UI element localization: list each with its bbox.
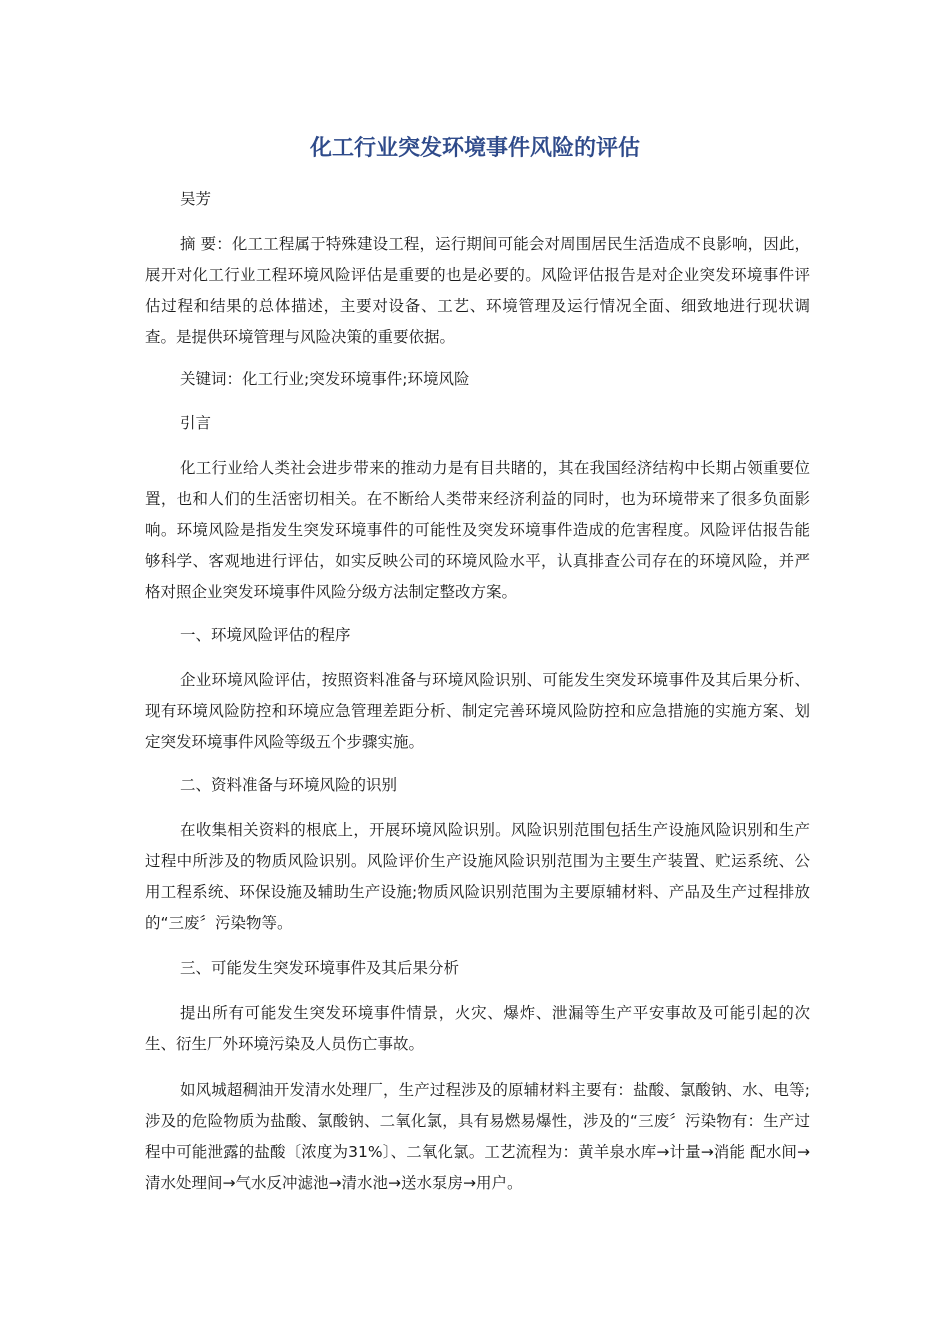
intro-paragraph: 化工行业给人类社会进步带来的推动力是有目共睹的，其在我国经济结构中长期占领重要位置，也和人们的生活密切相关。在不断给人类带来经济利益的同时，也为环境带来了很多负面影响。环境风险是指发生突发环境事件的可能性及突发环境事件造成的危害程度。风险评估报告能够科学、客观地进行评估，如实反映公司的环境风险水平，认真排查公司存在的环境风险，并严格对照企业突发环境事件风险分级方法制定整改方案。 xyxy=(145,459,810,601)
keywords-line: 关键词：化工行业;突发环境事件;环境风险 xyxy=(180,370,470,388)
document-title: 化工行业突发环境事件风险的评估 xyxy=(309,136,640,161)
intro-heading: 引言 xyxy=(180,414,212,432)
section1-heading: 一、环境风险评估的程序 xyxy=(180,626,351,644)
section3-heading: 三、可能发生突发环境事件及其后果分析 xyxy=(180,959,460,977)
section1-paragraph: 企业环境风险评估，按照资料准备与环境风险识别、可能发生突发环境事件及其后果分析、现有环境风险防控和环境应急管理差距分析、制定完善环境风险防控和应急措施的实施方案、划定突发环境事件风险等级五个步骤实施。 xyxy=(145,671,810,751)
abstract-paragraph: 摘 要：化工工程属于特殊建设工程，运行期间可能会对周围居民生活造成不良影响，因此，展开对化工行业工程环境风险评估是重要的也是必要的。风险评估报告是对企业突发环境事件评估过程和结果的总体描述，主要对设备、工艺、环境管理及运行情况全面、细致地进行现状调查。是提供环境管理与风险决策的重要依据。 xyxy=(145,235,810,346)
section2-heading: 二、资料准备与环境风险的识别 xyxy=(180,776,398,794)
section3-paragraph-2: 如风城超稠油开发清水处理厂，生产过程涉及的原辅材料主要有：盐酸、氯酸钠、水、电等;涉及的危险物质为盐酸、氯酸钠、二氧化氯，具有易燃易爆性，涉及的“三废〞污染物有：生产过程中可能泄露的盐酸〔浓度为31%〕、二氧化氯。工艺流程为：黄羊泉水库→计量→消能 配水间→清水处理间→气水反冲滤池→清水池→送水泵房→用户。 xyxy=(145,1081,810,1192)
author-name: 吴芳 xyxy=(180,190,212,208)
section3-paragraph-1: 提出所有可能发生突发环境事件情景，火灾、爆炸、泄漏等生产平安事故及可能引起的次生、衍生厂外环境污染及人员伤亡事故。 xyxy=(145,1004,810,1053)
section2-paragraph: 在收集相关资料的根底上，开展环境风险识别。风险识别范围包括生产设施风险识别和生产过程中所涉及的物质风险识别。风险评价生产设施风险识别范围为主要生产装置、贮运系统、公用工程系统、环保设施及辅助生产设施;物质风险识别范围为主要原辅材料、产品及生产过程排放的“三废〞污染物等。 xyxy=(145,821,810,932)
